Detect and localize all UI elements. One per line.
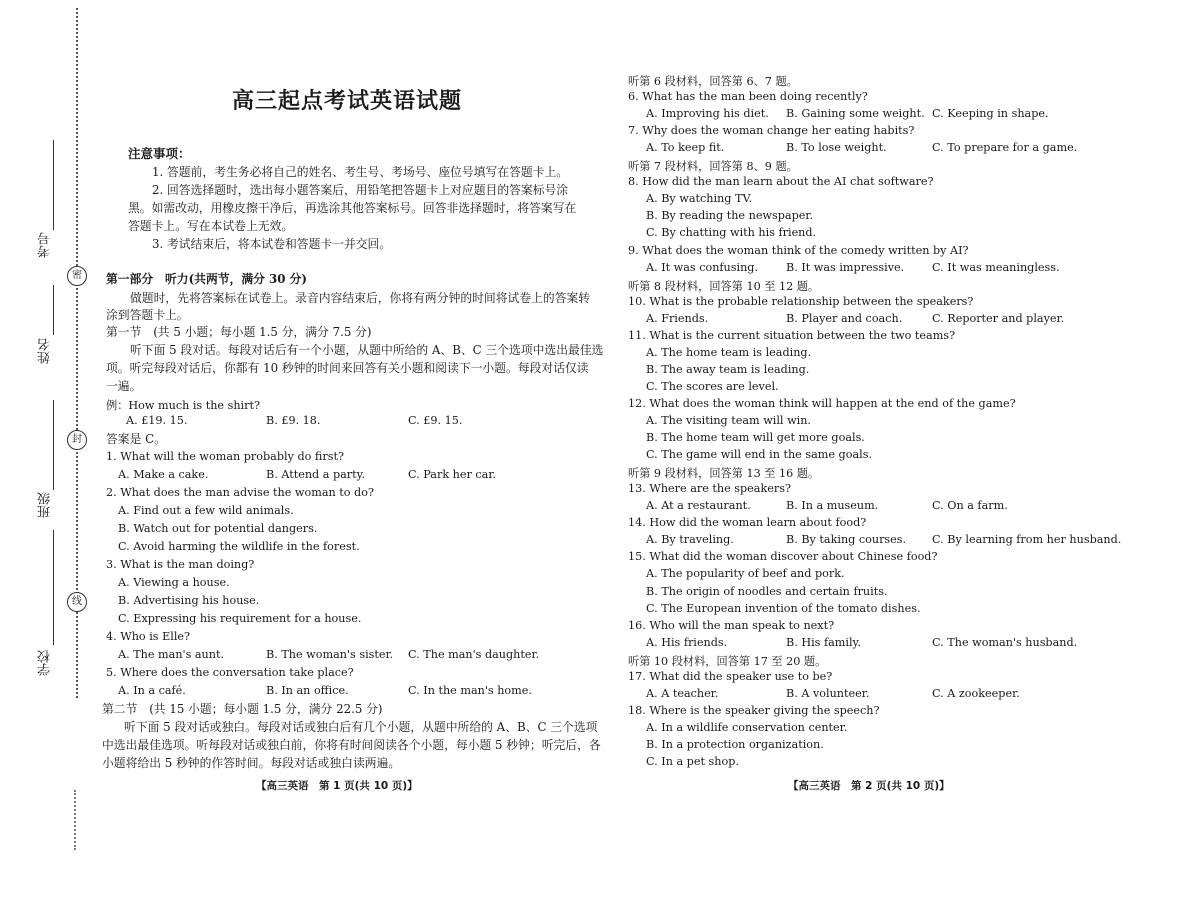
question-stem: 1. What will the woman probably do first?	[106, 450, 344, 463]
question-stem: 13. Where are the speakers?	[628, 482, 791, 495]
part1-intro: 涂到答题卡上。	[106, 308, 189, 322]
answer-option: A. Make a cake.	[118, 468, 209, 481]
answer-option: C. The woman's husband.	[932, 636, 1078, 649]
question-stem: 5. Where does the conversation take place?	[106, 666, 354, 679]
class-label: 班级	[38, 492, 53, 518]
part1-intro: 做题时，先将答案标在试卷上。录音内容结束后，你将有两分钟的时间将试卷上的答案转	[130, 291, 591, 305]
question-stem: 2. What does the man advise the woman to do?	[106, 486, 374, 499]
seal-mark-3: 线	[67, 592, 87, 612]
answer-option: C. A zookeeper.	[932, 687, 1020, 700]
binding-dotted-line-lower	[74, 790, 76, 850]
answer-option: B. The woman's sister.	[266, 648, 394, 661]
example-question: 例：How much is the shirt?	[106, 399, 260, 412]
section1-intro: 一遍。	[106, 379, 142, 393]
answer-option: B. A volunteer.	[786, 687, 870, 700]
class-line	[53, 400, 54, 490]
material-heading: 听第 8 段材料，回答第 10 至 12 题。	[628, 280, 820, 293]
answer-option: B. The away team is leading.	[646, 363, 810, 376]
section1-intro: 听下面 5 段对话。每段对话后有一个小题，从题中所给的 A、B、C 三个选项中选出最佳选	[130, 343, 604, 357]
answer-option: A. His friends.	[646, 636, 728, 649]
answer-option: A. By watching TV.	[646, 192, 753, 205]
name-label: 姓名	[38, 338, 53, 364]
example-option: B. £9. 18.	[266, 414, 321, 427]
answer-option: B. It was impressive.	[786, 261, 905, 274]
seal-mark-1: 密	[67, 266, 87, 286]
question-stem: 14. How did the woman learn about food?	[628, 516, 867, 529]
answer-option: B. In a museum.	[786, 499, 879, 512]
material-heading: 听第 10 段材料，回答第 17 至 20 题。	[628, 655, 827, 668]
material-heading: 听第 9 段材料，回答第 13 至 16 题。	[628, 467, 820, 480]
answer-option: B. Advertising his house.	[118, 594, 260, 607]
section2-heading: 第二节 (共 15 小题；每小题 1.5 分，满分 22.5 分)	[102, 702, 383, 716]
answer-option: C. Reporter and player.	[932, 312, 1065, 325]
page2-footer: 【高三英语 第 2 页(共 10 页)】	[788, 780, 950, 792]
answer-option: B. Player and coach.	[786, 312, 903, 325]
answer-option: A. The man's aunt.	[118, 648, 225, 661]
part1-heading: 第一部分 听力(共两节，满分 30 分)	[106, 272, 307, 286]
seal-mark-2: 封	[67, 430, 87, 450]
answer-option: B. To lose weight.	[786, 141, 887, 154]
question-stem: 17. What did the speaker use to be?	[628, 670, 833, 683]
answer-option: A. In a wildlife conservation center.	[646, 721, 848, 734]
answer-option: A. A teacher.	[646, 687, 719, 700]
answer-option: B. The home team will get more goals.	[646, 431, 865, 444]
question-stem: 15. What did the woman discover about Chinese food?	[628, 550, 938, 563]
answer-option: B. By reading the newspaper.	[646, 209, 814, 222]
answer-option: C. To prepare for a game.	[932, 141, 1078, 154]
question-stem: 10. What is the probable relationship between the speakers?	[628, 295, 974, 308]
notice-line: 1. 答题前，考生务必将自己的姓名、考生号、考场号、座位号填写在答题卡上。	[152, 165, 569, 179]
answer-option: A. In a café.	[118, 684, 186, 697]
question-stem: 12. What does the woman think will happen at the end of the game?	[628, 397, 1016, 410]
answer-option: C. The man's daughter.	[408, 648, 540, 661]
question-stem: 11. What is the current situation between the two teams?	[628, 329, 956, 342]
answer-option: B. Attend a party.	[266, 468, 366, 481]
answer-option: C. Keeping in shape.	[932, 107, 1049, 120]
notice-line: 3. 考试结束后，将本试卷和答题卡一并交回。	[152, 237, 392, 251]
answer-option: C. Avoid harming the wildlife in the forest.	[118, 540, 360, 553]
question-stem: 4. Who is Elle?	[106, 630, 191, 643]
question-stem: 16. Who will the man speak to next?	[628, 619, 835, 632]
material-heading: 听第 7 段材料，回答第 8、9 题。	[628, 160, 798, 173]
question-stem: 9. What does the woman think of the comedy written by AI?	[628, 244, 969, 257]
answer-option: C. On a farm.	[932, 499, 1008, 512]
question-stem: 18. Where is the speaker giving the speech?	[628, 704, 880, 717]
answer-option: A. Friends.	[646, 312, 709, 325]
answer-option: C. The scores are level.	[646, 380, 779, 393]
question-stem: 6. What has the man been doing recently?	[628, 90, 868, 103]
example-option: A. £19. 15.	[126, 414, 188, 427]
answer-option: C. In the man's home.	[408, 684, 532, 697]
answer-option: B. By taking courses.	[786, 533, 907, 546]
answer-option: B. His family.	[786, 636, 861, 649]
answer-option: C. Park her car.	[408, 468, 496, 481]
answer-option: C. In a pet shop.	[646, 755, 739, 768]
answer-option: C. It was meaningless.	[932, 261, 1060, 274]
answer-option: C. The European invention of the tomato dishes.	[646, 602, 921, 615]
answer-option: C. The game will end in the same goals.	[646, 448, 873, 461]
school-line	[53, 530, 54, 645]
section1-heading: 第一节 (共 5 小题；每小题 1.5 分，满分 7.5 分)	[106, 325, 372, 339]
answer-option: A. At a restaurant.	[646, 499, 751, 512]
answer-option: A. Find out a few wild animals.	[118, 504, 294, 517]
exam-no-label: 考号	[38, 232, 53, 258]
example-option: C. £9. 15.	[408, 414, 463, 427]
question-stem: 7. Why does the woman change her eating habits?	[628, 124, 915, 137]
material-heading: 听第 6 段材料，回答第 6、7 题。	[628, 75, 798, 88]
answer-option: A. Viewing a house.	[118, 576, 230, 589]
answer-option: C. By chatting with his friend.	[646, 226, 817, 239]
question-stem: 3. What is the man doing?	[106, 558, 255, 571]
answer-option: A. The popularity of beef and pork.	[646, 567, 845, 580]
notice-line: 2. 回答选择题时，选出每小题答案后，用铅笔把答题卡上对应题目的答案标号涂	[152, 183, 569, 197]
example-answer: 答案是 C。	[106, 432, 166, 446]
answer-option: C. By learning from her husband.	[932, 533, 1122, 546]
section2-intro: 中选出最佳选项。听每段对话或独白前，你将有时间阅读各个小题，每小题 5 秒钟；听完后，各	[102, 738, 601, 752]
page1-footer: 【高三英语 第 1 页(共 10 页)】	[256, 780, 418, 792]
exam-title: 高三起点考试英语试题	[231, 89, 462, 114]
section2-intro: 小题将给出 5 秒钟的作答时间。每段对话或独白读两遍。	[102, 756, 401, 770]
school-label: 学校	[38, 650, 53, 676]
answer-option: A. To keep fit.	[646, 141, 725, 154]
answer-option: A. Improving his diet.	[646, 107, 769, 120]
answer-option: A. The home team is leading.	[646, 346, 812, 359]
answer-option: B. In a protection organization.	[646, 738, 824, 751]
answer-option: B. The origin of noodles and certain fruits.	[646, 585, 888, 598]
name-line	[53, 285, 54, 335]
section1-intro: 项。听完每段对话后，你都有 10 秒钟的时间来回答有关小题和阅读下一小题。每段对话仅读	[106, 361, 589, 375]
answer-option: A. It was confusing.	[646, 261, 759, 274]
notice-line: 答题卡上。写在本试卷上无效。	[128, 219, 294, 233]
answer-option: B. Watch out for potential dangers.	[118, 522, 318, 535]
question-stem: 8. How did the man learn about the AI chat software?	[628, 175, 934, 188]
answer-option: B. Gaining some weight.	[786, 107, 925, 120]
notice-heading: 注意事项：	[128, 146, 191, 161]
section2-intro: 听下面 5 段对话或独白。每段对话或独白后有几个小题，从题中所给的 A、B、C 三个选项	[124, 720, 598, 734]
binding-margin	[0, 0, 95, 920]
answer-option: B. In an office.	[266, 684, 349, 697]
answer-option: A. The visiting team will win.	[646, 414, 811, 427]
notice-line: 黑。如需改动，用橡皮擦干净后，再选涂其他答案标号。回答非选择题时，将答案写在	[128, 201, 577, 215]
answer-option: C. Expressing his requirement for a house.	[118, 612, 362, 625]
answer-option: A. By traveling.	[646, 533, 734, 546]
exam-no-line	[53, 140, 54, 230]
